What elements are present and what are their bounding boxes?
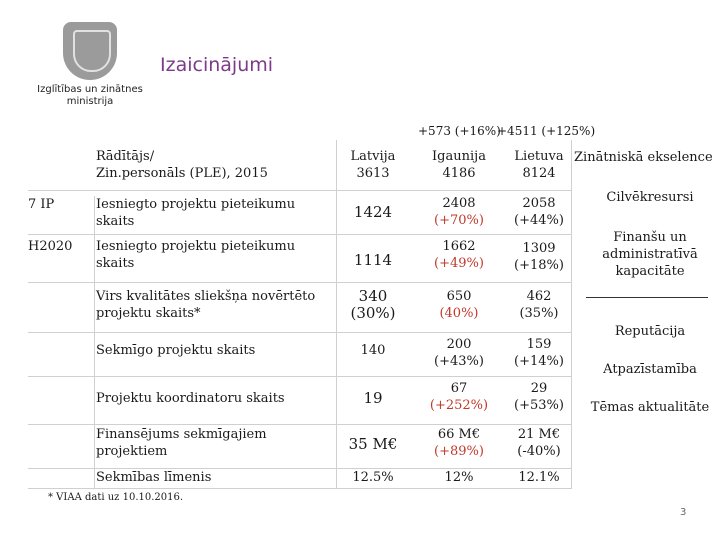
side-item: Reputācija [614,324,686,339]
lithuania-value: 1309 (+18%) [514,241,564,273]
row-label: Projektu koordinatoru skaits [96,391,285,406]
table-row [28,468,572,489]
side-heading: Zinātniskā ekselence [574,150,713,165]
ministry-logo [30,22,150,108]
row-label: Iesniegto projektu pieteikumu skaits [96,239,296,271]
lithuania-value: 12.1% [518,470,560,485]
row-label: Iesniegto projektu pieteikumu skaits [96,197,296,229]
row-label: Virs kvalitātes sliekšņa novērtēto projektu skaits* [96,289,316,321]
estonia-value: 12% [444,470,474,485]
side-divider [586,297,708,298]
row-group: 7 IP [28,197,55,212]
estonia-value: 66 M€ (+89%) [434,427,484,459]
row-label: Sekmības līmenis [96,470,212,485]
table-row [28,190,572,235]
table-header-row [28,140,572,191]
footnote: * VIAA dati uz 10.10.2016. [48,492,184,503]
lithuania-value: 21 M€ (-40%) [517,427,561,459]
side-item: administratīvā [602,247,698,262]
lithuania-value: 2058 (+44%) [514,196,564,228]
side-item: Finanšu un [613,230,687,245]
table-row [28,424,572,469]
latvia-value: 1114 [353,251,393,269]
lithuania-delta: +4511 (+125%) [497,124,596,138]
header-estonia: Igaunija 4186 [432,149,486,181]
side-item: kapacitāte [615,264,685,279]
table-row [28,332,572,377]
latvia-value: 1424 [353,203,393,221]
estonia-value: 1662 (+49%) [434,239,484,271]
latvia-value: 35 M€ [348,435,398,453]
logo-line-1: Izglītības un zinātnes [37,84,143,95]
side-item: Atpazīstamība [603,362,697,377]
table-row [28,376,572,425]
latvia-value: 140 [360,343,386,358]
row-label: Sekmīgo projektu skaits [96,343,256,358]
estonia-value: 2408 (+70%) [434,196,484,228]
lithuania-value: 29 (+53%) [514,381,564,413]
page-title: Izaicinājumi [160,54,274,76]
logo-line-2: ministrija [66,96,114,107]
estonia-value: 200 (+43%) [434,337,484,369]
coat-of-arms-icon [63,22,117,80]
header-label: Rādītājs/ Zin.personāls (PLE), 2015 [96,149,268,181]
estonia-value: 67 (+252%) [429,381,489,413]
row-label: Finansējums sekmīgajiem projektiem [96,427,267,459]
header-lithuania: Lietuva 8124 [514,149,564,181]
lithuania-value: 159 (+14%) [514,337,564,369]
header-latvia: Latvija 3613 [350,149,396,181]
lithuania-value: 462 (35%) [519,289,559,321]
latvia-value: 12.5% [352,470,394,485]
row-group: H2020 [28,239,73,254]
side-item: Tēmas aktualitāte [590,400,710,415]
table-row [28,282,572,333]
page-number: 3 [680,507,687,518]
table-row [28,234,572,283]
estonia-delta: +573 (+16%) [418,124,501,138]
latvia-value: 19 [363,389,383,407]
side-item: Cilvēkresursi [606,190,694,205]
latvia-value: 340 (30%) [350,287,396,322]
estonia-value: 650 (40%) [439,289,479,321]
